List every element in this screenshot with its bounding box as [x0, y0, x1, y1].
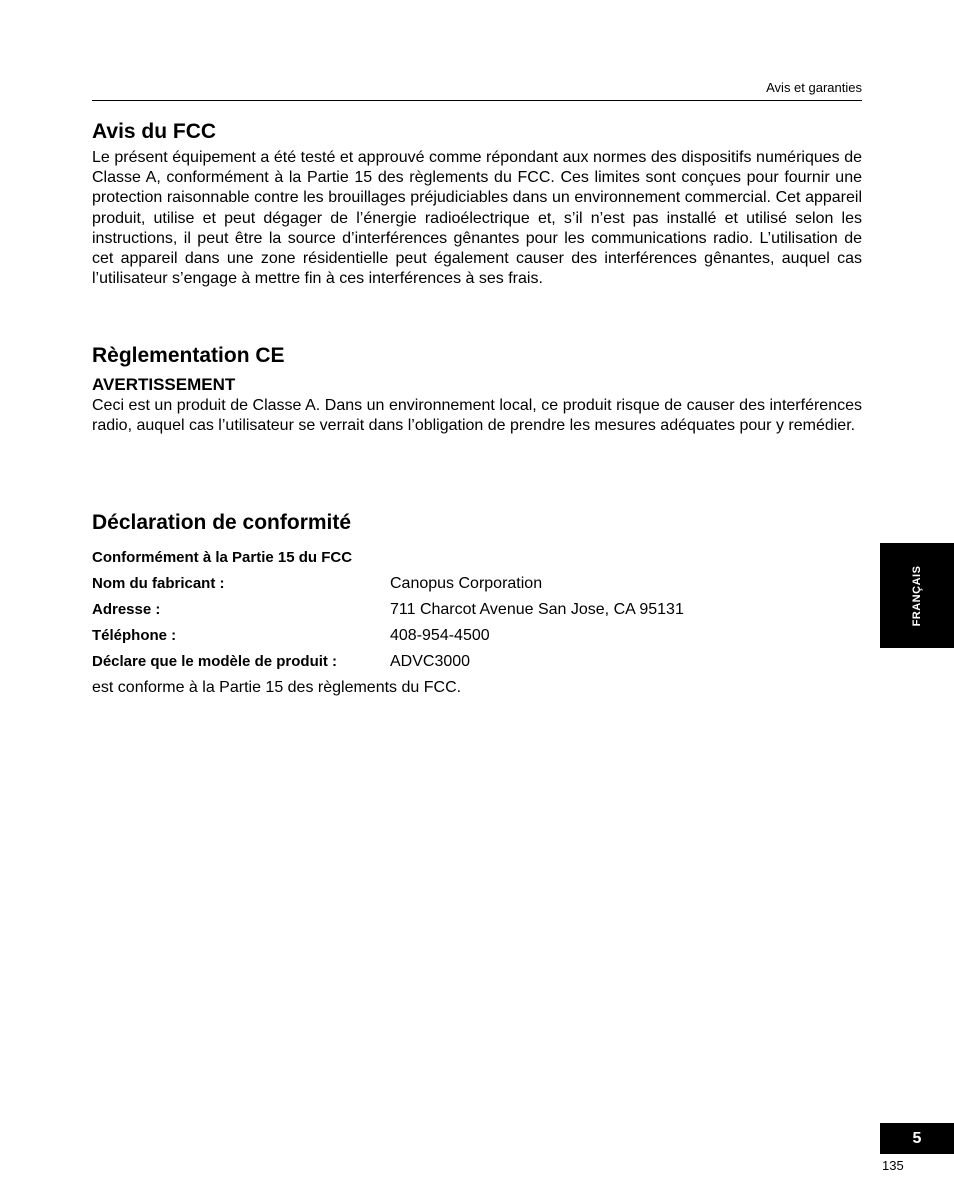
declaration-intro: Conformément à la Partie 15 du FCC: [92, 549, 353, 566]
declaration-label: Déclare que le modèle de produit :: [92, 653, 338, 670]
ce-regulation-title: Règlementation CE: [92, 344, 285, 367]
declaration-footer: est conforme à la Partie 15 des règlements du FCC.: [92, 679, 462, 696]
declaration-label: Nom du fabricant :: [92, 575, 225, 592]
language-side-tab: [880, 543, 954, 648]
page-number: 135: [882, 1158, 904, 1173]
declaration-row-address: [92, 597, 862, 623]
warning-heading: AVERTISSEMENT: [92, 375, 236, 394]
declaration-value: 408-954-4500: [390, 627, 490, 644]
declaration-value: 711 Charcot Avenue San Jose, CA 95131: [390, 601, 684, 618]
declaration-row-phone: [92, 623, 862, 649]
declaration-section: [92, 509, 862, 701]
declaration-label: Adresse :: [92, 601, 161, 618]
header-divider: [92, 100, 862, 101]
ce-regulation-section: [92, 342, 862, 436]
language-tab-label: FRANÇAIS: [911, 565, 923, 626]
declaration-row-manufacturer: [92, 571, 862, 597]
fcc-notice-body: Le présent équipement a été testé et approuvé comme répondant aux normes des dispositifs numériques de Classe A, conformément à la Partie 15 des règlements du FCC. Ces limites sont conçues pour fournir une protection raisonnable contre les brouillages préjudiciables dans un environnement commercial. Cet appareil produit, utilise et peut dégager de l’énergie radioélectrique et, s’il n’est pas installé et utilisé selon les instructions, il peut être la source d’interférences gênantes pour les communications radio. L’utilisation de cet appareil dans une zone résidentielle peut également causer des interférences gênantes, auquel cas l’utilisateur s’engage à mettre fin à ces interférences à ses frais.: [92, 149, 862, 288]
ce-regulation-body: Ceci est un produit de Classe A. Dans un environnement local, ce produit risque de causer des interférences radio, auquel cas l’utilisateur se verrait dans l’obligation de prendre les mesures adéquates pour y remédier.: [92, 397, 862, 435]
declaration-title: Déclaration de conformité: [92, 511, 352, 534]
declaration-value: ADVC3000: [390, 653, 471, 670]
declaration-value: Canopus Corporation: [390, 575, 543, 592]
fcc-notice-title: Avis du FCC: [92, 120, 217, 143]
chapter-number-tab: 5: [880, 1123, 954, 1154]
running-header: Avis et garanties: [766, 80, 862, 95]
declaration-row-model: [92, 649, 862, 675]
declaration-label: Téléphone :: [92, 627, 177, 644]
fcc-notice-section: [92, 118, 862, 289]
